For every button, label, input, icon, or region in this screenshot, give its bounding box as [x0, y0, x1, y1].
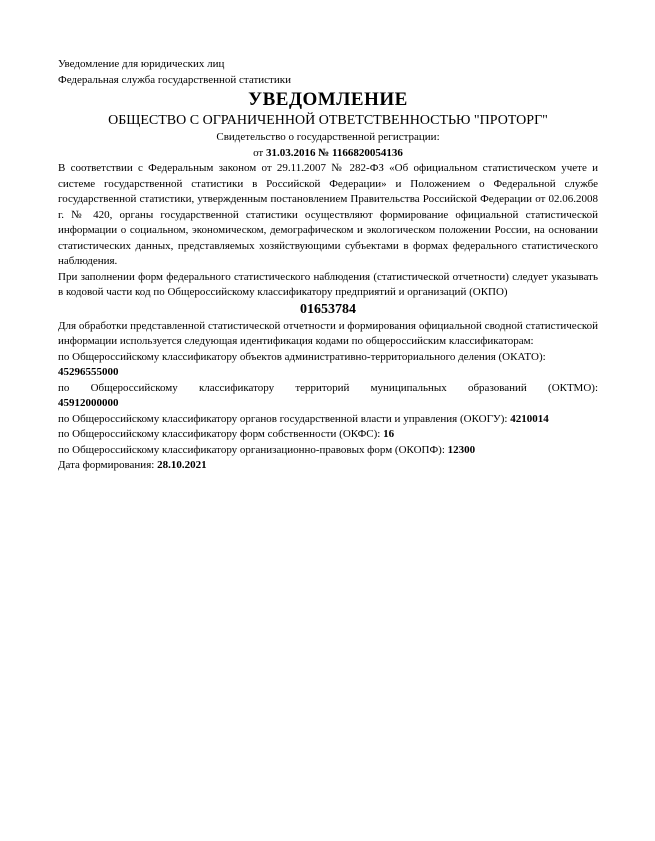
paragraph-okpo-instruction: При заполнении форм федерального статистического наблюдения (статистической отчетности) следует указывать в кодовой части код по Общероссийскому классификатору предприятий и организаций (ОКПО) — [58, 270, 598, 298]
classifier-oktmo — [58, 381, 598, 412]
classifier-okfs — [58, 427, 598, 443]
document-title: УВЕДОМЛЕНИЕ — [248, 89, 408, 110]
formation-date-value: 28.10.2021 — [157, 459, 207, 471]
paragraph-codes-intro: Для обработки представленной статистической отчетности и формирования официальной сводной статистической информации используется следующая идентификация кодами по общероссийским классификаторам: — [58, 319, 598, 347]
formation-date — [58, 458, 598, 474]
agency-name: Федеральная служба государственной статистики — [58, 73, 291, 86]
classifier-okato — [58, 350, 598, 381]
registration-prefix: от — [253, 146, 264, 159]
audience-note: Уведомление для юридических лиц — [58, 58, 225, 70]
classifier-okato-label: по Общероссийскому классификатору объектов административно-территориального деления (ОКАТО): — [58, 350, 546, 363]
classifier-okopf-label: по Общероссийскому классификатору организационно-правовых форм (ОКОПФ): — [58, 443, 445, 456]
registration-line — [58, 146, 598, 162]
paragraph-legal-basis: В соответствии с Федеральным законом от 29.11.2007 № 282-ФЗ «Об официальном статистическом учете и системе государственной статистики в Российской Федерации» и Положением о Федеральной службе государственной статистики, утвержденным постановлением Правительства Российской Федерации от 02.06.2008 г. № 420, органы государственной статистики осуществляют формирование официальной статистической информации о социальном, экономическом, демографическом и экологическом положении России, на основании статистических данных, представляемых хозяйствующими субъектами в формах федерального статистического наблюдения. — [58, 162, 598, 267]
registration-heading: Свидетельство о государственной регистрации: — [216, 131, 440, 143]
classifier-okogu-label: по Общероссийскому классификатору органов государственной власти и управления (ОКОГУ): — [58, 412, 508, 425]
classifier-okopf — [58, 443, 598, 459]
classifier-okato-value: 45296555000 — [58, 366, 119, 378]
classifier-okfs-label: по Общероссийскому классификатору форм собственности (ОКФС): — [58, 428, 381, 440]
formation-date-label: Дата формирования: — [58, 459, 155, 471]
registration-value: 31.03.2016 № 1166820054136 — [265, 146, 403, 159]
classifier-oktmo-label: по Общероссийскому классификатору территорий муниципальных образований (ОКТМО): — [58, 381, 598, 394]
classifier-okfs-value: 16 — [383, 428, 395, 440]
company-name: ОБЩЕСТВО С ОГРАНИЧЕННОЙ ОТВЕТСТВЕННОСТЬЮ "ПРОТОРГ" — [108, 113, 548, 128]
okpo-code: 01653784 — [300, 301, 356, 317]
classifier-okogu-value: 4210014 — [510, 412, 549, 425]
classifier-okogu — [58, 412, 598, 428]
classifier-oktmo-value: 45912000000 — [58, 397, 119, 409]
classifier-okopf-value: 12300 — [447, 443, 476, 456]
